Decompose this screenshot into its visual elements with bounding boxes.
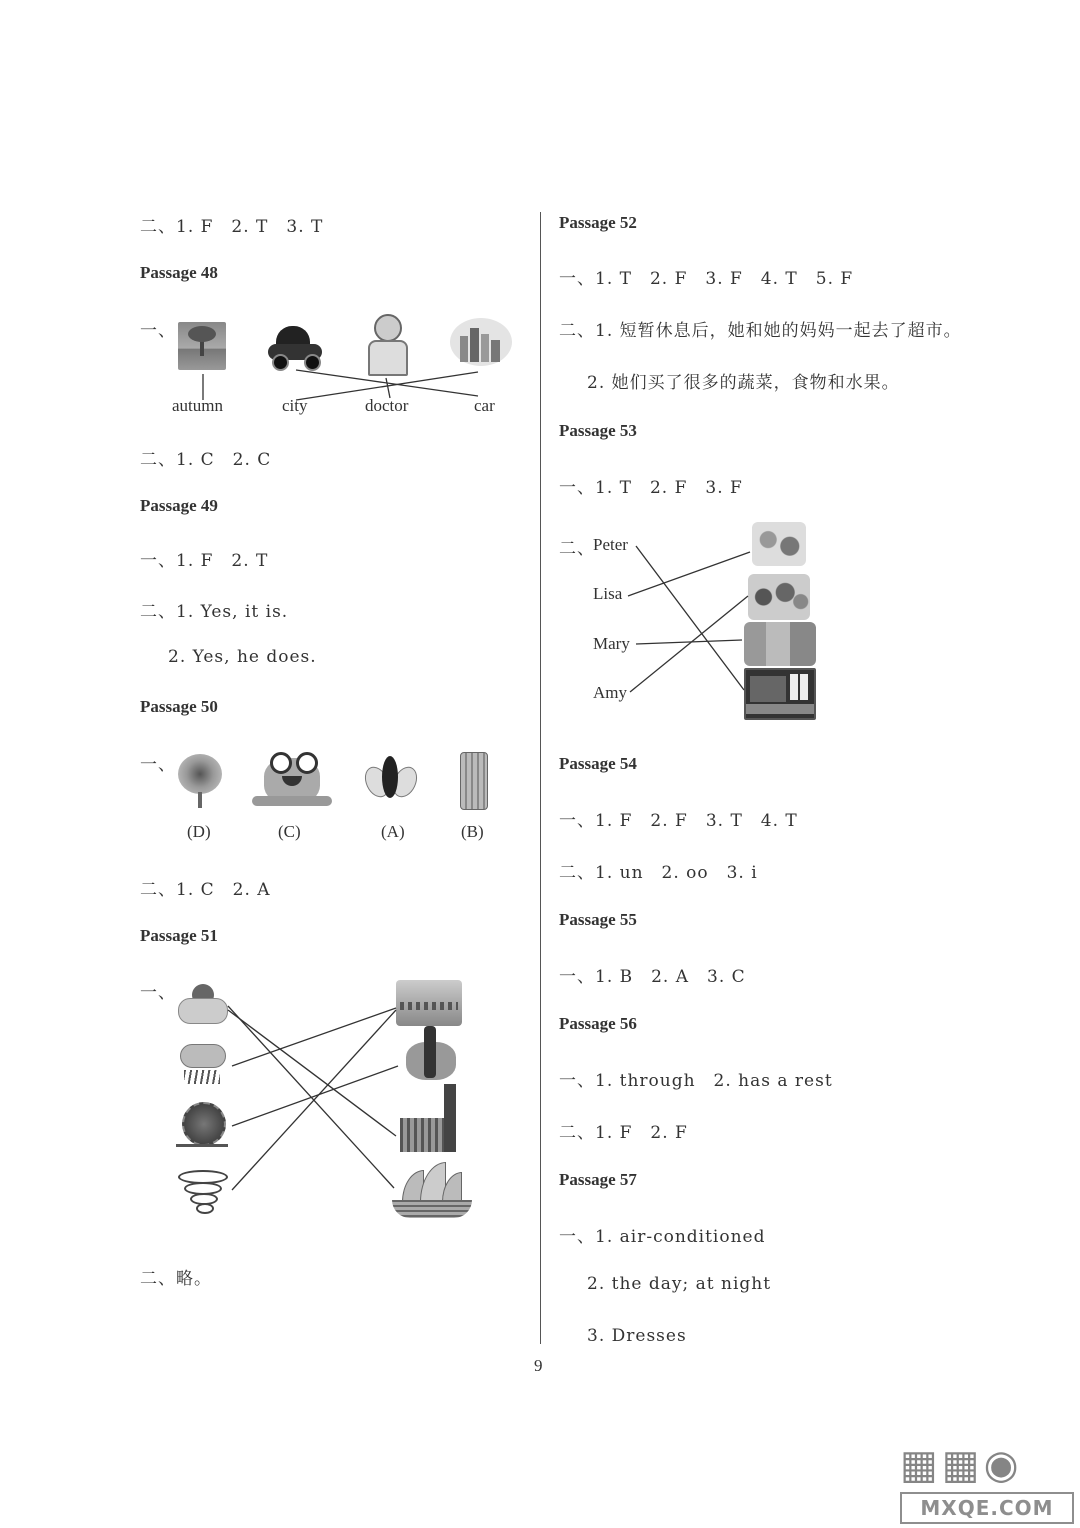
match-line-amy: [630, 596, 748, 692]
party-picture: [748, 574, 810, 620]
rose-picture: [172, 752, 228, 808]
passage-heading: Passage 50: [140, 697, 218, 716]
answer-line: 二、1. F 2. T 3. T: [140, 217, 324, 237]
name-label: Amy: [593, 683, 627, 702]
passage-heading: Passage 57: [559, 1170, 637, 1189]
answer-line: 一、1. B 2. A 3. C: [559, 967, 746, 987]
answer-line: 二、1. C 2. A: [140, 880, 271, 900]
tornado-picture: [178, 1168, 228, 1218]
passage-heading: Passage 53: [559, 421, 637, 440]
page-number: 9: [534, 1356, 543, 1375]
watermark-glyphs: ▦▦◉: [900, 1442, 1023, 1488]
name-label: Mary: [593, 634, 630, 653]
fly-picture: [362, 752, 418, 812]
passage-heading: Passage 55: [559, 910, 637, 929]
passage-heading: Passage 49: [140, 496, 218, 515]
choice-label: (B): [461, 822, 484, 841]
classroom-picture: [744, 668, 816, 720]
sydney-opera-house-picture: [392, 1160, 472, 1220]
match-line-lisa: [628, 552, 750, 596]
doctor-picture: [366, 314, 406, 374]
match-line-weather-3: [232, 1066, 398, 1126]
match-label: autumn: [172, 396, 223, 415]
answer-line: 一、1. through 2. has a rest: [559, 1071, 833, 1091]
watermark-url: MXQE.COM: [900, 1492, 1074, 1524]
choice-label: (A): [381, 822, 405, 841]
answer-line: 一、1. F 2. F 3. T 4. T: [559, 811, 798, 831]
match-line-peter: [636, 546, 744, 690]
abc-letters-picture: [744, 622, 816, 666]
question-label: 二、: [559, 539, 595, 559]
watermark-logo: [900, 1440, 1070, 1522]
passage-heading: Passage 48: [140, 263, 218, 282]
choice-label: (D): [187, 822, 211, 841]
answer-line: 二、1. un 2. oo 3. i: [559, 863, 758, 883]
sun-picture: [176, 1102, 228, 1148]
answer-line: 2. Yes, he does.: [168, 647, 317, 667]
question-label: 一、: [140, 755, 176, 775]
autumn-picture: [178, 322, 226, 370]
passage-heading: Passage 51: [140, 926, 218, 945]
match-line-weather-2: [232, 1008, 396, 1066]
answer-line: 二、1. 短暂休息后，她和她的妈妈一起去了超市。: [559, 321, 962, 341]
answer-line: 二、略。: [140, 1269, 212, 1289]
answer-line: 一、1. air-conditioned: [559, 1227, 766, 1247]
great-wall-picture: [396, 980, 462, 1026]
big-ben-picture: [400, 1084, 462, 1152]
passage-heading: Passage 52: [559, 213, 637, 232]
statue-of-liberty-picture: [402, 1026, 460, 1084]
passage-heading: Passage 54: [559, 754, 637, 773]
column-divider: [540, 212, 541, 1344]
rain-picture: [180, 1044, 224, 1086]
city-picture: [450, 318, 512, 366]
answer-line: 二、1. Yes, it is.: [140, 602, 289, 622]
name-label: Lisa: [593, 584, 623, 603]
scroll-picture: [460, 752, 488, 810]
match-label: doctor: [365, 396, 409, 415]
choice-label: (C): [278, 822, 301, 841]
match-line-weather-5: [228, 1010, 396, 1136]
name-label: Peter: [593, 535, 628, 554]
answer-line: 一、1. T 2. F 3. F 4. T 5. F: [559, 269, 854, 289]
answer-line: 二、1. F 2. F: [559, 1123, 688, 1143]
match-label: car: [474, 396, 495, 415]
answer-line: 一、1. T 2. F 3. F: [559, 478, 743, 498]
frog-picture: [252, 752, 332, 810]
match-line-mary: [636, 640, 742, 644]
question-label: 一、: [140, 983, 176, 1003]
partly-cloudy-picture: [178, 984, 226, 1024]
match-line-weather-4: [232, 1010, 396, 1190]
answer-line: 3. Dresses: [587, 1326, 687, 1346]
answer-line: 2. the day; at night: [587, 1274, 772, 1294]
question-label: 一、: [140, 321, 176, 341]
answer-line: 一、1. F 2. T: [140, 551, 269, 571]
match-line-doctor: [386, 378, 390, 398]
match-label: city: [282, 396, 308, 415]
answer-line: 2. 她们买了很多的蔬菜，食物和水果。: [587, 373, 900, 393]
passage-heading: Passage 56: [559, 1014, 637, 1033]
car-picture: [268, 326, 322, 368]
kids-playing-picture: [752, 522, 806, 566]
answer-line: 二、1. C 2. C: [140, 450, 272, 470]
match-line-weather-1: [228, 1006, 394, 1188]
